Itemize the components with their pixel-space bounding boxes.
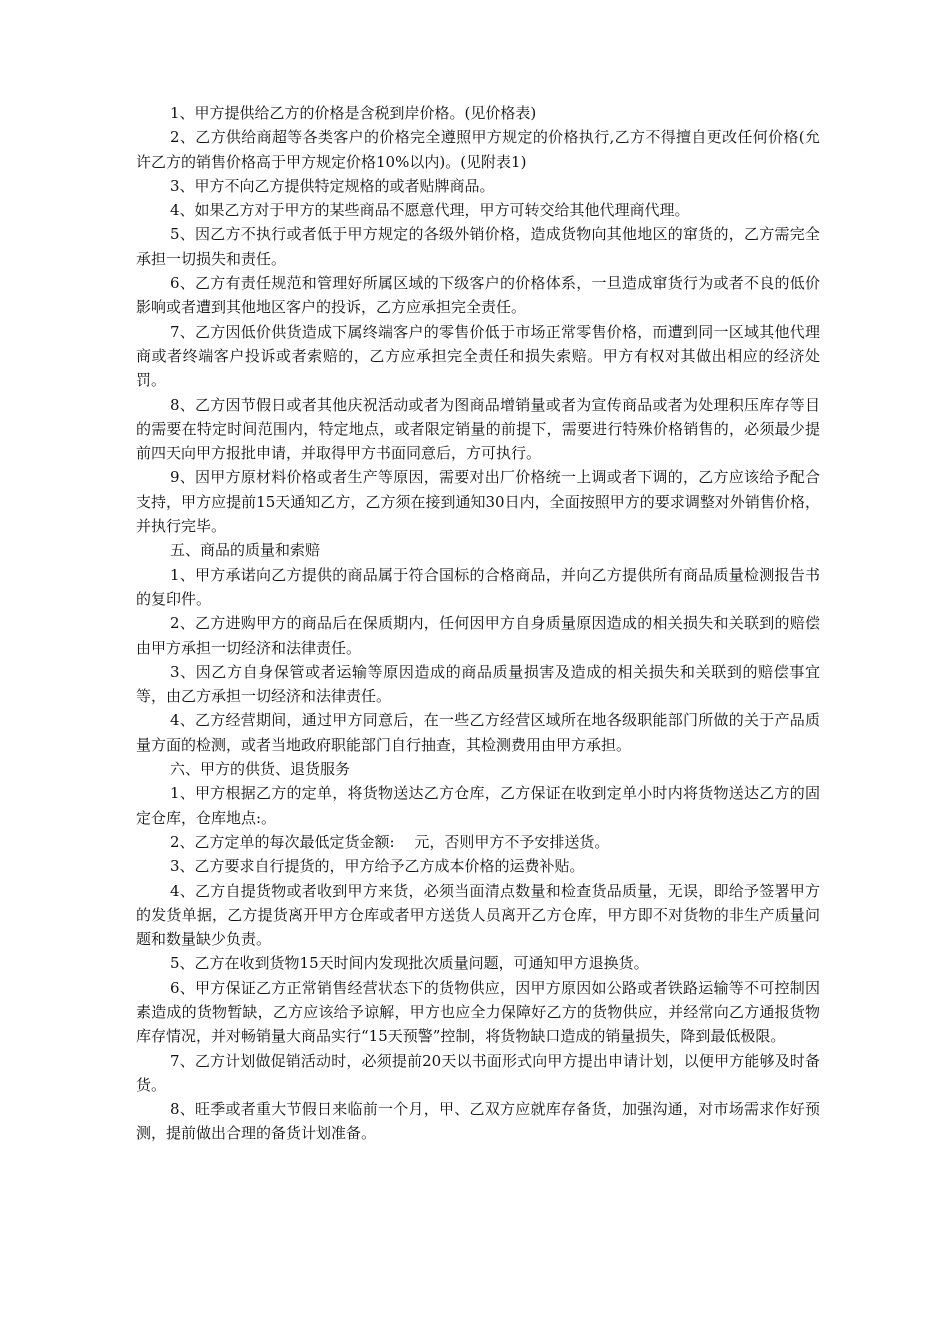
document-page	[136, 101, 820, 1146]
paragraph-quality-2: 2、乙方进购甲方的商品后在保质期内，任何因甲方自身质量原因造成的相关损失和关联到的赔偿由甲方承担一切经济和法律责任。	[136, 614, 820, 657]
paragraph-supply-8: 8、旺季或者重大节假日来临前一个月，甲、乙双方应就库存备货，加强沟通，对市场需求作好预测，提前做出合理的备货计划准备。	[136, 1100, 820, 1143]
section-heading-quality: 五、商品的质量和索赔	[170, 541, 321, 560]
paragraph-supply-5: 5、乙方在收到货物15天时间内发现批次质量问题，可通知甲方退换货。	[170, 954, 649, 973]
paragraph-price-4: 4、如果乙方对于甲方的某些商品不愿意代理，甲方可转交给其他代理商代理。	[170, 201, 690, 220]
paragraph-quality-3: 3、因乙方自身保管或者运输等原因造成的商品质量损害及造成的相关损失和关联到的赔偿事宜等，由乙方承担一切经济和法律责任。	[136, 662, 820, 706]
paragraph-price-6: 6、乙方有责任规范和管理好所属区域的下级客户的价格体系，一旦造成窜货行为或者不良的低价影响或者遭到其他地区客户的投诉，乙方应承担完全责任。	[136, 274, 820, 317]
paragraph-price-3: 3、甲方不向乙方提供特定规格的或者贴牌商品。	[170, 176, 495, 195]
paragraph-supply-4: 4、乙方自提货物或者收到甲方来货，必须当面清点数量和检查货品质量，无误，即给予签署甲方的发货单据，乙方提货离开甲方仓库或者甲方送货人员离开乙方仓库，甲方即不对货物的非生产质量问题和数量缺少负责。	[136, 881, 820, 949]
paragraph-supply-7: 7、乙方计划做促销活动时，必须提前20天以书面形式向甲方提出申请计划，以便甲方能够及时备货。	[136, 1051, 820, 1094]
paragraph-price-9: 9、因甲方原材料价格或者生产等原因，需要对出厂价格统一上调或者下调的，乙方应该给予配合支持，甲方应提前15天通知乙方，乙方须在接到通知30日内，全面按照甲方的要求调整对外销售价格，并执行完毕。	[136, 468, 820, 536]
paragraph-quality-4: 4、乙方经营期间，通过甲方同意后，在一些乙方经营区域所在地各级职能部门所做的关于产品质量方面的检测，或者当地政府职能部门自行抽查，其检测费用由甲方承担。	[136, 711, 820, 754]
paragraph-supply-3: 3、乙方要求自行提货的，甲方给予乙方成本价格的运费补贴。	[170, 857, 585, 876]
paragraph-supply-1: 1、甲方根据乙方的定单，将货物送达乙方仓库，乙方保证在收到定单小时内将货物送达乙方的固定仓库，仓库地点:。	[136, 784, 820, 827]
paragraph-price-2: 2、乙方供给商超等各类客户的价格完全遵照甲方规定的价格执行,乙方不得擅自更改任何价格(允许乙方的销售价格高于甲方规定价格10%以内)。(见附表1)	[136, 128, 820, 171]
paragraph-supply-2: 2、乙方定单的每次最低定货金额: 元，否则甲方不予安排送货。	[170, 832, 610, 851]
section-heading-supply: 六、甲方的供货、退货服务	[170, 760, 351, 779]
paragraph-price-5: 5、因乙方不执行或者低于甲方规定的各级外销价格，造成货物向其他地区的窜货的，乙方需完全承担一切损失和责任。	[136, 225, 820, 268]
paragraph-quality-1: 1、甲方承诺向乙方提供的商品属于符合国标的合格商品，并向乙方提供所有商品质量检测报告书的复印件。	[136, 565, 820, 608]
paragraph-price-7: 7、乙方因低价供货造成下属终端客户的零售价低于市场正常零售价格，而遭到同一区域其他代理商或者终端客户投诉或者索赔的，乙方应承担完全责任和损失索赔。甲方有权对其做出相应的经济处罚。	[136, 322, 820, 390]
paragraph-price-8: 8、乙方因节假日或者其他庆祝活动或者为图商品增销量或者为宣传商品或者为处理积压库存等目的需要在特定时间范围内，特定地点，或者限定销量的前提下，需要进行特殊价格销售的，必须最少提前四天向甲方报批申请，并取得甲方书面同意后，方可执行。	[136, 395, 820, 463]
paragraph-price-1: 1、甲方提供给乙方的价格是含税到岸价格。(见价格表)	[170, 104, 537, 122]
paragraph-supply-6: 6、甲方保证乙方正常销售经营状态下的货物供应，因甲方原因如公路或者铁路运输等不可控制因素造成的货物暂缺，乙方应该给予谅解，甲方也应全力保障好乙方的货物供应，并经常向乙方通报货物库存情况，并对畅销量大商品实行“15天预警”控制，将货物缺口造成的销量损失，降到最低极限。	[136, 978, 820, 1046]
